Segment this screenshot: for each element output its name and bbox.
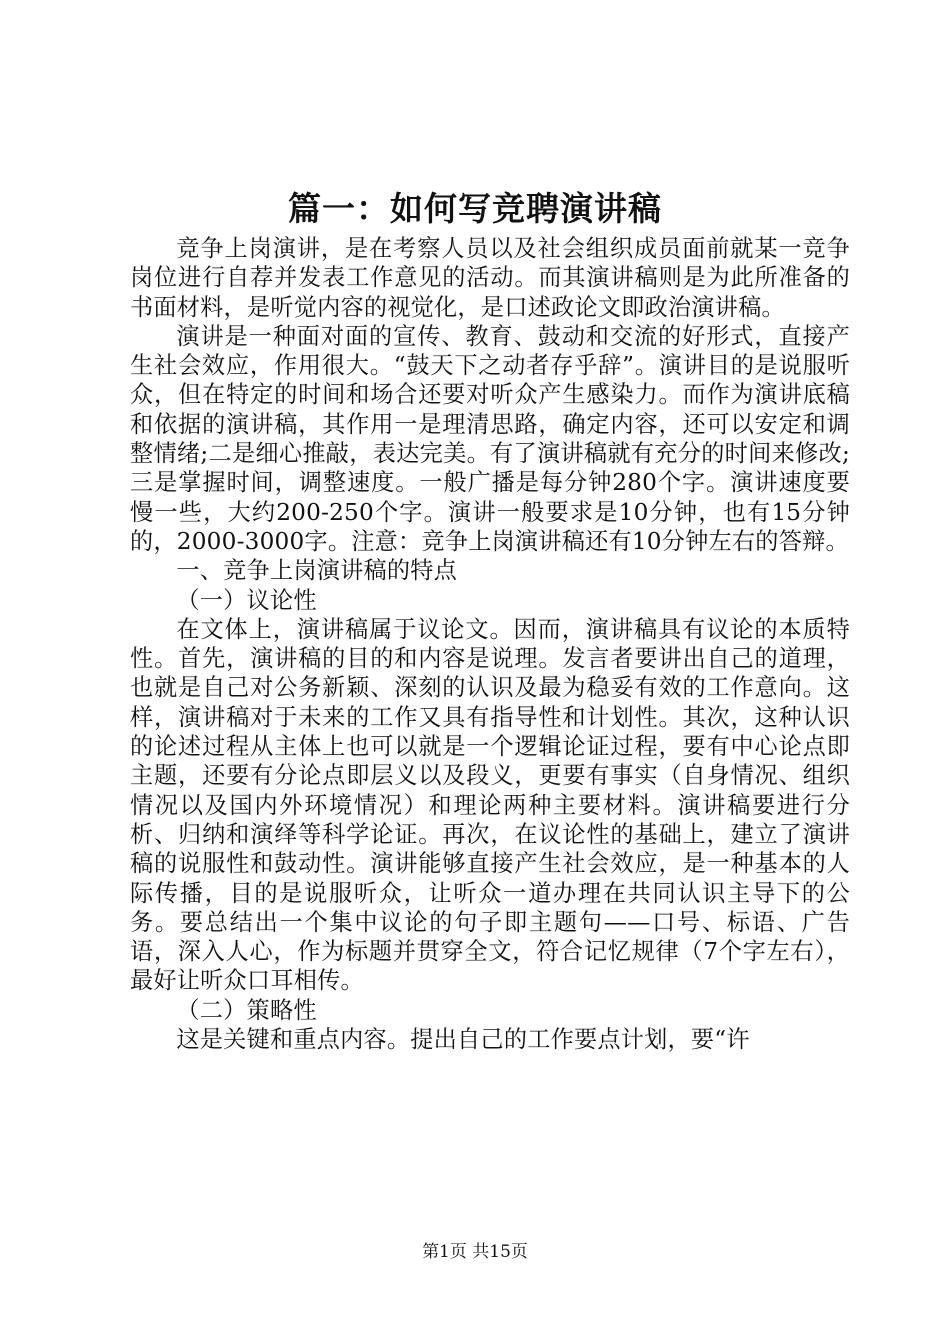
paragraph: 演讲是一种面对面的宣传、教育、鼓动和交流的好形式，直接产生社会效应，作用很大。“鼓天下之动者存乎辞”。演讲目的是说服听众，但在特定的时间和场合还要对听众产生感染力。而作为演讲底稿和依据的演讲稿，其作用一是理清思路，确定内容，还可以安定和调整情绪;二是细心推敲，表达完美。有了演讲稿就有充分的时间来修改;三是掌握时间，调整速度。一般广播是每分钟280个字。演讲速度要慢一些，大约200-250个字。演讲一般要求是10分钟，也有15分钟的，2000-3000字。注意：竞争上岗演讲稿还有10分钟左右的答辩。 [130, 322, 850, 555]
document-body [130, 234, 850, 1054]
paragraph: 竞争上岗演讲，是在考察人员以及社会组织成员面前就某一竞争岗位进行自荐并发表工作意见的活动。而其演讲稿则是为此所准备的书面材料，是听觉内容的视觉化，是口述政论文即政治演讲稿。 [130, 235, 850, 321]
paragraph: 这是关键和重点内容。提出自己的工作要点计划，要“许 [176, 1026, 750, 1054]
page-number-footer: 第1页 共15页 [422, 1242, 528, 1262]
document-title: 篇一：如何写竞聘演讲稿 [288, 189, 662, 228]
paragraph: 在文体上，演讲稿属于议论文。因而，演讲稿具有议论的本质特性。首先，演讲稿的目的和内容是说理。发言者要讲出自己的道理，也就是自己对公务新颖、深刻的认识及最为稳妥有效的工作意向。这样，演讲稿对于未来的工作又具有指导性和计划性。其次，这种认识的论述过程从主体上也可以就是一个逻辑论证过程，要有中心论点即主题，还要有分论点即层义以及段义，更要有事实（自身情况、组织情况以及国内外环境情况）和理论两种主要材料。演讲稿要进行分析、归纳和演绎等科学论证。再次，在议论性的基础上，建立了演讲稿的说服性和鼓动性。演讲能够直接产生社会效应，是一种基本的人际传播，目的是说服听众，让听众一道办理在共同认识主导下的公务。要总结出一个集中议论的句子即主题句——口号、标语、广告语，深入人心，作为标题并贯穿全文，符合记忆规律（7个字左右），最好让听众口耳相传。 [130, 615, 850, 995]
subsection-heading: （二）策略性 [176, 996, 317, 1024]
subsection-heading: （一）议论性 [176, 586, 317, 614]
section-heading: 一、竞争上岗演讲稿的特点 [176, 557, 458, 585]
